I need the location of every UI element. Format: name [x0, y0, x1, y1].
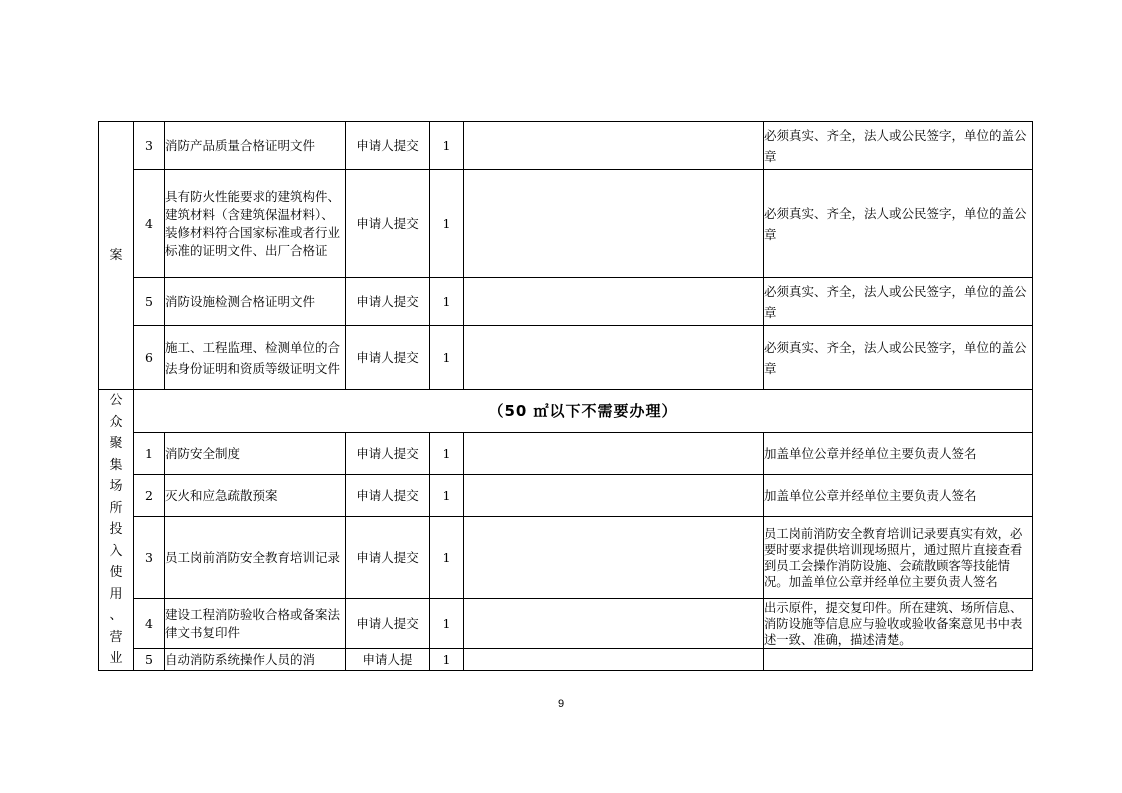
category-char: 业 [109, 651, 123, 667]
requirement-cell: 员工岗前消防安全教育培训记录要真实有效，必要时要求提供培训现场照片，通过照片直接查看到员工会操作消防设施、会疏散顾客等技能情况。加盖单位公章并经单位主要负责人签名 [764, 517, 1033, 599]
requirement-cell: 出示原件，提交复印件。所在建筑、场所信息、消防设施等信息应与验收或验收备案意见书中表述一致、准确，描述清楚。 [764, 599, 1033, 649]
row-number: 4 [134, 599, 165, 649]
material-source: 申请人提 [346, 649, 430, 671]
material-name: 消防产品质量合格证明文件 [165, 122, 346, 170]
table-row [99, 649, 1033, 671]
material-name: 消防设施检测合格证明文件 [165, 278, 346, 326]
requirement-cell [764, 649, 1033, 671]
section-heading: （50 ㎡以下不需要办理） [134, 390, 1033, 433]
category-char: 众 [109, 414, 123, 430]
category-char: 公 [109, 393, 123, 409]
category-char: 、 [109, 608, 123, 624]
material-count: 1 [430, 475, 464, 517]
table-row [99, 170, 1033, 278]
remark-cell [464, 170, 764, 278]
remark-cell [464, 326, 764, 390]
material-name: 自动消防系统操作人员的消 [165, 649, 346, 671]
material-source: 申请人提交 [346, 326, 430, 390]
row-number: 2 [134, 475, 165, 517]
table-row [99, 433, 1033, 475]
category-char: 聚 [109, 436, 123, 452]
requirement-cell: 必须真实、齐全，法人或公民签字，单位的盖公章 [764, 326, 1033, 390]
material-source: 申请人提交 [346, 122, 430, 170]
row-number: 1 [134, 433, 165, 475]
material-source: 申请人提交 [346, 170, 430, 278]
category-cell [99, 390, 134, 671]
material-count: 1 [430, 278, 464, 326]
category-char: 入 [109, 543, 123, 559]
requirement-cell: 必须真实、齐全，法人或公民签字，单位的盖公章 [764, 170, 1033, 278]
remark-cell [464, 122, 764, 170]
material-source: 申请人提交 [346, 599, 430, 649]
material-count: 1 [430, 649, 464, 671]
row-number: 3 [134, 122, 165, 170]
material-name: 施工、工程监理、检测单位的合法身份证明和资质等级证明文件 [165, 326, 346, 390]
material-source: 申请人提交 [346, 433, 430, 475]
material-name: 员工岗前消防安全教育培训记录 [165, 517, 346, 599]
section-heading-row [99, 390, 1033, 433]
requirement-cell: 加盖单位公章并经单位主要负责人签名 [764, 475, 1033, 517]
category-char: 使 [109, 565, 123, 581]
remark-cell [464, 517, 764, 599]
category-char: 投 [109, 522, 123, 538]
material-count: 1 [430, 122, 464, 170]
remark-cell [464, 649, 764, 671]
requirement-cell: 必须真实、齐全，法人或公民签字，单位的盖公章 [764, 122, 1033, 170]
table-row [99, 517, 1033, 599]
remark-cell [464, 475, 764, 517]
remark-cell [464, 433, 764, 475]
category-char: 用 [109, 586, 123, 602]
material-count: 1 [430, 326, 464, 390]
category-char: 场 [109, 479, 123, 495]
material-source: 申请人提交 [346, 475, 430, 517]
material-source: 申请人提交 [346, 517, 430, 599]
requirement-cell: 必须真实、齐全，法人或公民签字，单位的盖公章 [764, 278, 1033, 326]
category-cell [99, 122, 134, 390]
category-char: 所 [109, 500, 123, 516]
row-number: 5 [134, 649, 165, 671]
category-char: 集 [109, 457, 123, 473]
materials-table [98, 121, 1033, 671]
material-name: 建设工程消防验收合格或备案法律文书复印件 [165, 599, 346, 649]
table-row [99, 475, 1033, 517]
material-name: 消防安全制度 [165, 433, 346, 475]
table-row [99, 326, 1033, 390]
material-count: 1 [430, 170, 464, 278]
row-number: 3 [134, 517, 165, 599]
remark-cell [464, 599, 764, 649]
row-number: 5 [134, 278, 165, 326]
table-row [99, 278, 1033, 326]
table-row [99, 122, 1033, 170]
page-number: 9 [557, 698, 565, 710]
material-source: 申请人提交 [346, 278, 430, 326]
row-number: 6 [134, 326, 165, 390]
category-label: 案 [109, 247, 123, 263]
material-count: 1 [430, 517, 464, 599]
material-name: 具有防火性能要求的建筑构件、建筑材料（含建筑保温材料）、装修材料符合国家标准或者行业标准的证明文件、出厂合格证 [165, 170, 346, 278]
table-row [99, 599, 1033, 649]
requirement-cell: 加盖单位公章并经单位主要负责人签名 [764, 433, 1033, 475]
row-number: 4 [134, 170, 165, 278]
category-char: 营 [109, 629, 123, 645]
remark-cell [464, 278, 764, 326]
material-count: 1 [430, 599, 464, 649]
material-name: 灭火和应急疏散预案 [165, 475, 346, 517]
material-count: 1 [430, 433, 464, 475]
